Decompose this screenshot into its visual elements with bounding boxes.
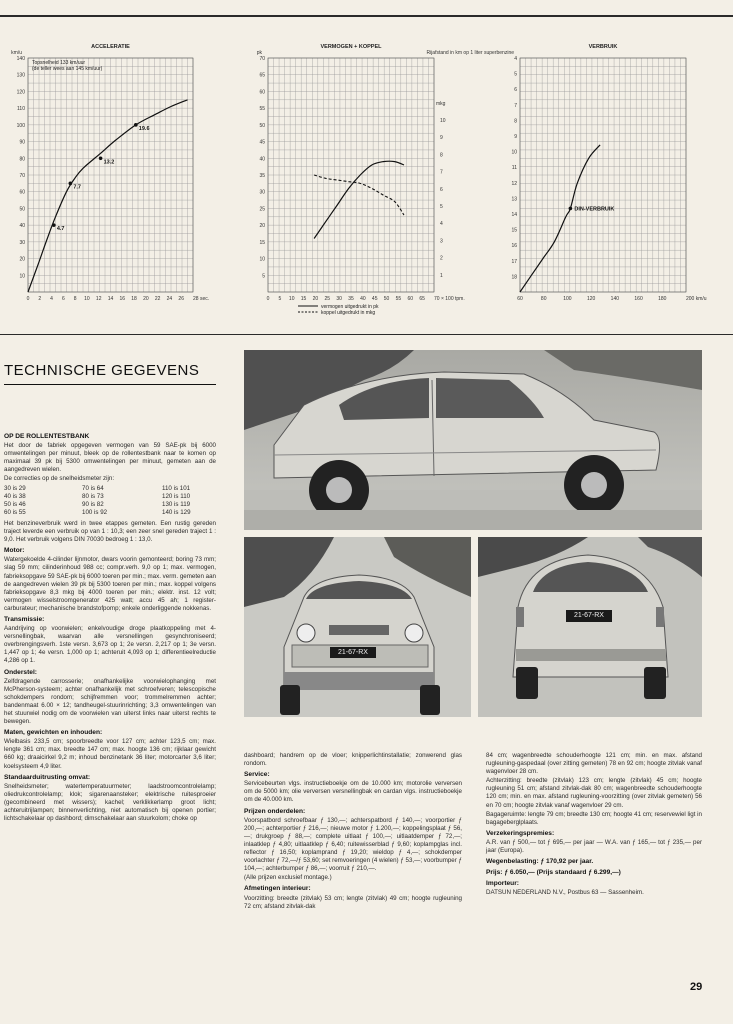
y-tick-label: 50 [259,122,265,129]
section-title-underline [4,384,216,385]
x-tick-label: 60 [517,296,523,302]
y-tick-label: 14 [511,212,517,218]
y-tick-label: 4 [514,56,517,62]
paragraph: (Alle prijzen exclusief montage.) [244,874,332,882]
y-right-tick-label: 1 [440,272,443,279]
speedometer-correction-table [4,485,216,517]
x-tick-label: 22 [154,296,161,302]
chart-grid [520,58,686,292]
y-tick-label: 8 [514,118,517,125]
paragraph: Watergekoelde 4-cilinder lijnmotor, dwars voorin gemonteerd; boring 73 mm; slag 59 mm; cilinderinhoud 988 cc; compr.verh. 9,0 op 1; max. vermogen, fabrieksopgave 59 SAE-pk bij 6000 toeren per min.; max. verm. gemeten aan de aangedreven wielen 39 pk bij 5300 toeren per min.; max. koppel volgens fabrieksopgave 8,3 mkg bij 4000 toeren per min.; elektr. inst. 12 volt; vermogen wisselstroomgenerator 425 watt; accu 45 ah; 1 register-carburateur; mechanische brandstofpomp; enkele onderliggende nokkenas. [4,556,216,612]
middle-rule [0,334,733,335]
x-tick-label: 55 [395,296,402,302]
chart-title: VERBRUIK [588,44,618,50]
paragraph: Aandrijving op voorwielen; enkelvoudige droge plaatkoppeling met 4-versnellingbak, waarvan alle versnellingen gesynchroniseerd; overbrengingsverh. 1ste versn. 3,673 op 1; 2e versn. 2,217 op 1; 3e versn. 1,447 op 1; 4e versn. 1,000 op 1; achteruit 4,093 op 1; differentieelreductie 4,286 op 1. [4,625,216,665]
text-column-2 [244,752,462,912]
x-tick-label: 25 [324,296,331,302]
subheading: Service: [244,771,270,779]
y-tick-label: 16 [511,243,517,250]
y-tick-label: 90 [19,139,25,146]
subheading: Wegenbelasting: ƒ 170,92 per jaar. [486,858,594,866]
x-tick-label: 65 [419,296,425,302]
y-tick-label: 110 [17,106,25,113]
correction-cell: 110 is 101 [162,484,191,492]
y-tick-label: 35 [259,173,265,179]
y-tick-label: 13 [511,196,517,203]
text-column-3 [486,752,702,899]
x-tick-label: 20 [312,296,319,302]
top-rule [0,15,733,17]
y-axis-label: km/u [11,50,22,56]
y-right-tick-label: 5 [440,204,443,210]
y-tick-label: 5 [514,71,517,78]
annotation-line: (de teller wees aan 145 km/uur) [32,66,103,72]
page-number: 29 [690,981,703,993]
chart-grid [268,58,434,292]
data-point [134,123,138,127]
x-tick-label: 20 [143,296,149,302]
paragraph: DATSUN NEDERLAND N.V., Postbus 63 — Sassenheim. [486,889,644,897]
x-tick-label: 14 [107,296,114,302]
y-tick-label: 25 [259,206,265,213]
y-tick-label: 120 [16,89,25,96]
x-tick-label: 100 [563,296,572,302]
y-right-tick-label: 7 [440,169,443,176]
photo-car-side [244,350,702,530]
y-tick-label: 70 [259,56,265,62]
acceleration-curve [28,100,188,292]
y-tick-label: 140 [16,56,25,62]
correction-cell: 130 is 119 [162,500,191,508]
correction-cell: 60 is 55 [4,508,26,516]
y-tick-label: 60 [19,189,25,196]
x-tick-label: 180 [658,296,667,302]
subheading: OP DE ROLLENTESTBANK [4,433,90,440]
y-tick-label: 30 [19,239,25,246]
paragraph: Het benzineverbruik werd in twee etappes gemeten. Een rustig gereden traject leverde een verbruik op van 1 : 10,3; een zeer snel gereden traject 1 : 9,0. Het verbruik volgens DIN 70030 bedroeg 1 : 13,0. [4,519,216,544]
x-tick-label: 45 [371,296,378,302]
y-tick-label: 18 [511,274,517,281]
x-tick-label: 0 [26,296,30,302]
data-point-label: 4.7 [56,226,65,233]
data-point-label: 19.6 [138,125,150,132]
chart-vermogen-koppel [256,40,466,320]
subheading: Prijzen onderdelen: [244,807,306,815]
y-tick-label: 65 [259,72,265,79]
x-tick-label: 0 [266,296,270,302]
correction-cell: 140 is 129 [162,508,191,516]
data-point [69,182,73,186]
front-license-plate: 21-67-RX [330,647,376,658]
legend-entry: vermogen uitgedrukt in pk [321,304,379,310]
paragraph: Snelheidsmeter; watertemperatuurmeter; laadstroomcontrolelamp; oliedrukcontrolelamp; klok; sigarenaansteker; elektrische ruitesproeier (gecombineerd met wissers); kachel; verklikkerlamp groot licht; achteruitrijlampen; binnenverlichting, niet automatisch bij openen portier; lichtschakelaar op dashbord; dimschakelaar aan stuurkolom; choke op [4,782,216,823]
x-tick-label: 60 [407,296,414,302]
y-tick-label: 12 [511,180,517,187]
torque-curve [314,175,404,215]
y-tick-label: 5 [262,273,265,280]
y-tick-label: 6 [514,87,517,94]
text-column-1 [4,430,216,824]
correction-cell: 40 is 38 [4,492,26,500]
y-tick-label: 7 [514,102,517,109]
photo-car-rear [478,537,702,717]
y-tick-label: 17 [511,258,517,265]
x-tick-label: 24 [166,296,173,302]
y-tick-label: 45 [259,139,265,146]
x-tick-label: 4 [50,296,53,302]
y-right-tick-label: 3 [440,238,443,245]
x-tick-label: 28 sec. [193,296,210,302]
x-tick-label: 200 km/u [686,296,707,302]
x-tick-label: 2 [38,296,42,302]
section-title: TECHNISCHE GEGEVENS [4,362,200,379]
x-tick-label: 160 [634,296,643,302]
subheading: Afmetingen interieur: [244,885,311,893]
y-right-tick-label: 6 [440,186,443,193]
paragraph: Wielbasis 233,5 cm; spoorbreedte voor 127 cm; achter 123,5 cm; max. lengte 361 cm; max. breedte 147 cm; max. hoogte 136 cm; rijklaar gewicht 660 kg; draaicirkel 9,2 m; inhoud benzinetank 36 liter; motorcarter 3,6 liter; koelsysteem 4,9 liter. [4,738,216,770]
correction-cell: 50 is 46 [4,500,26,508]
correction-cell: 90 is 82 [82,500,104,508]
paragraph: dashboard; handrem op de vloer; knipperlichtinstallatie; zonwerend glas rondom. [244,752,462,768]
y-tick-label: 50 [19,206,25,213]
power-curve [314,161,404,238]
x-tick-label: 26 [178,296,184,302]
data-point-label: 7.7 [73,184,82,191]
chart-title: ACCELERATIE [91,44,130,50]
y-right-tick-label: 2 [440,255,443,262]
chart-grid [28,58,193,292]
x-tick-label: 15 [300,296,307,302]
x-tick-label: 10 [84,296,90,302]
paragraph: Zelfdragende carrosserie; onafhankelijke voorwielophanging met McPherson-systeem; achter onafhankelijk met schroefveren; telescopische schokdempers rondom; schijfremmen voor; trommelremmen achter; bandenmaat 6.00 × 12; tandheugel-stuurinrichting; 3,3 omwentelingen van het stuurwiel nodig om de voorwielen van uiterst links naar uiterst rechts te bewegen. [4,677,216,726]
x-tick-label: 50 [383,296,390,302]
x-tick-label: 12 [95,296,102,302]
subheading: Onderstel: [4,668,37,676]
subheading: Maten, gewichten en inhouden: [4,729,103,737]
subheading: Standaarduitrusting omvat: [4,773,91,781]
y-tick-label: 20 [259,223,265,230]
data-point [52,223,56,227]
y-tick-label: 70 [19,173,25,179]
x-tick-label: 6 [61,296,65,302]
y-tick-label: 60 [259,89,265,96]
paragraph: De correcties op de snelheidsmeter zijn: [4,475,115,483]
x-tick-label: 30 [336,296,342,302]
y-axis-right-label: mkg [436,101,446,107]
annotation-line: Topsnelheid 133 km/uur [32,60,86,66]
x-tick-label: 70 × 100 tpm. [434,296,465,302]
rear-license-plate: 21-67-RX [566,610,612,622]
paragraph: Servicebeurten vlgs. instructieboekje om de 10.000 km; motorolie verversen om de 5000 km; olie verversen versnellingbak en cardan vlgs. instructieboekje om de 40.000 km. [244,780,462,804]
correction-cell: 30 is 29 [4,484,26,492]
subheading: Motor: [4,547,25,555]
y-right-tick-label: 8 [440,152,443,159]
legend-entry: koppel uitgedrukt in mkg [321,310,376,316]
subheading: Importeur: [486,880,519,888]
subheading: Verzekeringspremies: [486,829,555,837]
paragraph: Bagageruimte: lengte 79 cm; breedte 130 cm; hoogte 41 cm; reservewiel ligt in bagageberglplaats. [486,810,702,826]
paragraph: Voorzitting: breedte (zitvlak) 53 cm; lengte (zitvlak) 49 cm; hoogte rugleuning 72 cm; afstand zitvlak-dak [244,894,462,910]
y-tick-label: 100 [16,122,25,129]
y-tick-label: 10 [259,256,265,263]
x-tick-label: 10 [288,296,295,302]
y-axis-label: pk [256,50,262,56]
correction-cell: 100 is 92 [82,508,108,516]
x-tick-label: 8 [73,296,77,302]
vermogen-koppel-svg [256,40,466,320]
y-tick-label: 130 [16,72,25,79]
x-tick-label: 18 [131,296,137,302]
x-tick-label: 80 [540,296,547,302]
y-right-tick-label: 9 [440,135,443,142]
y-tick-label: 30 [259,189,265,196]
y-tick-label: 15 [259,239,265,246]
paragraph: A.R. van ƒ 500,— tot ƒ 695,— per jaar — W.A. van ƒ 165,— tot ƒ 235,— per jaar (Europa). [486,838,702,855]
y-tick-label: 20 [19,256,25,263]
y-tick-label: 15 [511,227,517,234]
paragraph: Achterzitting: breedte (zitvlak) 123 cm; lengte (zitvlak) 45 cm; hoogte rugleuning 51 cm; afstand zitvlak-dak 80 cm; wagenbreedte schouderhoogte 120 cm; min. en max. afstand rugleuning-voorzitting (over zitvlak gemeten) 56 en 70 cm; hoogte zitvlak vanaf wagenvloer 29 cm. [486,777,702,809]
x-tick-label: 16 [119,296,126,302]
acceleratie-svg [10,40,210,310]
data-point [99,156,103,160]
chart-title: VERMOGEN + KOPPEL [320,44,382,50]
chart-acceleratie [10,40,210,310]
y-tick-label: 10 [511,149,517,156]
data-point [569,207,573,211]
y-tick-label: 9 [514,134,517,140]
paragraph: Voorspatbord schroefbaar ƒ 130,—; achterspatbord ƒ 140,—; voorportier ƒ 200,—; achterportier ƒ 216,—; nieuwe motor ƒ 1.200,—; koppelingsplaat ƒ 56,—; drukgroep ƒ 88,—; complete uitlaat ƒ 100,—; uitlaatdemper ƒ 72,—; inlaatklep ƒ 4,80; uitlaatklep ƒ 6,40; ruitewisserblad ƒ 9,60; koplampglas incl. reflector ƒ 16,50; koplamprand ƒ 19,20; wieldop ƒ 4,—; schokdemper voorlachter ƒ 72,—/ƒ 53,60; set remvoeringen (4 wielen) ƒ 53,—; voorbumper ƒ 104,—; achterbumper ƒ 86,—; voorruit ƒ 210,—. [244,816,462,873]
subheading: Transmissie: [4,615,45,623]
y-right-tick-label: 10 [440,118,446,124]
x-tick-label: 35 [348,296,354,302]
x-tick-label: 40 [360,296,366,302]
correction-cell: 70 is 64 [82,484,104,492]
y-tick-label: 80 [19,156,25,163]
correction-cell: 120 is 110 [162,492,191,500]
y-right-tick-label: 4 [440,221,443,228]
subheading: Prijs: ƒ 6.050,— (Prijs standaard ƒ 6.299,—) [486,869,621,877]
x-tick-label: 120 [586,296,596,302]
data-point-label: 13.2 [103,159,115,166]
y-tick-label: 55 [259,106,265,113]
x-tick-label: 140 [610,296,620,302]
consumption-curve [520,145,600,292]
paragraph: Het door de fabriek opgegeven vermogen van 59 SAE-pk bij 6000 omwentelingen per minuut, bleek op de rollentestbank naar te komen op maximaal 39 pk bij 5300 omwentelingen per minuut, gemeten aan de aangedreven wielen. [4,442,216,474]
x-tick-label: 5 [278,296,282,302]
y-tick-label: 40 [259,156,265,163]
y-tick-label: 10 [19,273,25,280]
paragraph: 84 cm; wagenbreedte schouderhoogte 121 cm; min. en max. afstand rugleuning-gaspedaal (over zitting gemeten) 78 en 92 cm; hoogte zitvlak vanaf wagenvloer 28 cm. [486,752,702,776]
photo-car-front [244,537,471,717]
y-tick-label: 11 [511,165,517,172]
y-axis-label: Rijafstand in km op 1 liter superbenzine [426,50,514,56]
y-tick-label: 40 [19,223,25,230]
data-point-label: DIN-VERBRUIK [574,206,615,213]
correction-cell: 80 is 73 [82,492,104,500]
